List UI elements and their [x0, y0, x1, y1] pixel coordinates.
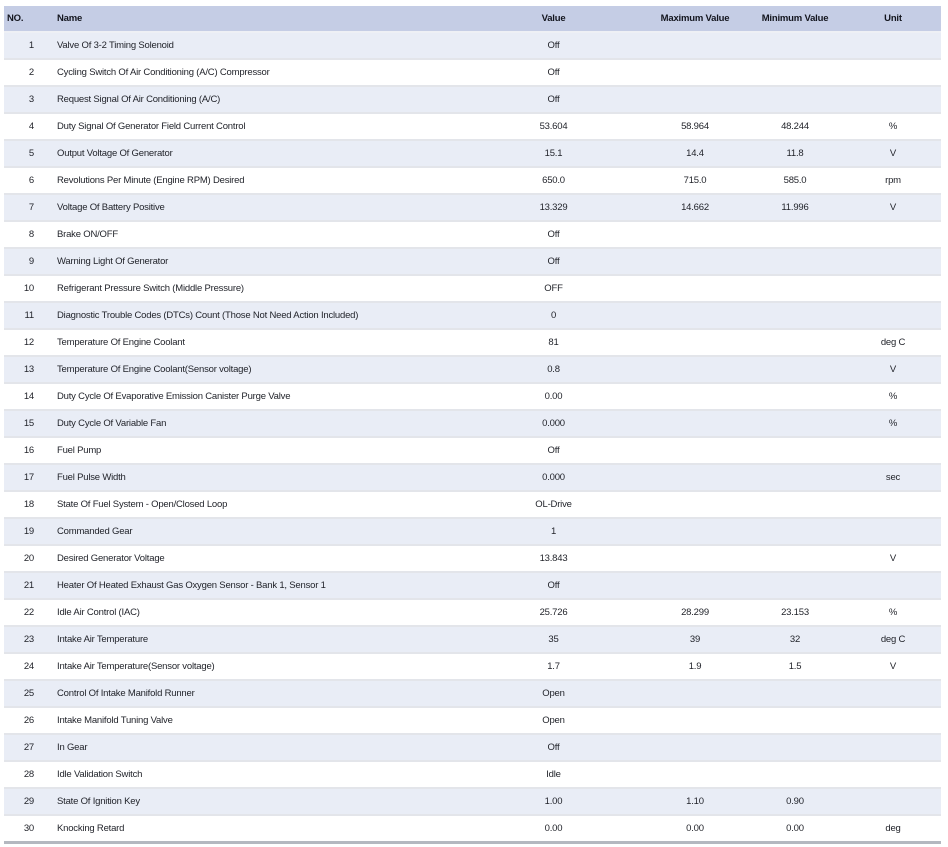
cell-name: Duty Cycle Of Variable Fan [57, 418, 167, 429]
cell-name: Idle Air Control (IAC) [57, 607, 140, 618]
table-row[interactable] [4, 276, 941, 303]
cell-value: Off [547, 40, 560, 51]
cell-name: Output Voltage Of Generator [57, 148, 173, 159]
cell-min: 0.90 [786, 796, 804, 807]
table-row[interactable] [4, 357, 941, 384]
cell-max: 715.0 [683, 175, 707, 186]
cell-max: 58.964 [681, 121, 709, 132]
cell-name: Temperature Of Engine Coolant [57, 337, 185, 348]
table-row[interactable] [4, 708, 941, 735]
cell-name: Cycling Switch Of Air Conditioning (A/C) Compressor [57, 67, 270, 78]
cell-value: 1 [550, 526, 557, 537]
cell-value: 0.8 [547, 364, 560, 375]
cell-value: Idle [546, 769, 561, 780]
cell-name: Fuel Pulse Width [57, 472, 126, 483]
cell-value: Open [542, 688, 565, 699]
cell-value: 1.7 [547, 661, 560, 672]
cell-name: State Of Ignition Key [57, 796, 140, 807]
cell-name: Control Of Intake Manifold Runner [57, 688, 195, 699]
cell-name: Diagnostic Trouble Codes (DTCs) Count (Those Not Need Action Included) [57, 310, 359, 321]
cell-unit: % [888, 121, 898, 132]
cell-no: 29 [23, 796, 34, 807]
cell-name: Valve Of 3-2 Timing Solenoid [57, 40, 174, 51]
table-row[interactable] [4, 384, 941, 411]
table-row[interactable] [4, 681, 941, 708]
cell-name: Warning Light Of Generator [57, 256, 169, 267]
cell-name: Brake ON/OFF [57, 229, 118, 240]
cell-value: 0.00 [544, 391, 563, 402]
cell-unit: rpm [885, 175, 901, 186]
table-row[interactable] [4, 141, 941, 168]
cell-max: 1.9 [688, 661, 702, 672]
cell-name: Voltage Of Battery Positive [57, 202, 165, 213]
cell-no: 4 [28, 121, 34, 132]
cell-value: 35 [548, 634, 559, 645]
cell-unit: % [888, 391, 898, 402]
table-row[interactable] [4, 519, 941, 546]
cell-unit: % [888, 607, 898, 618]
cell-no: 6 [28, 175, 34, 186]
cell-no: 8 [28, 229, 34, 240]
table-row[interactable] [4, 303, 941, 330]
cell-min: 11.996 [781, 202, 809, 213]
cell-unit: deg C [880, 337, 906, 348]
table-row[interactable] [4, 330, 941, 357]
table-row[interactable] [4, 573, 941, 600]
column-header-minimum-value: Minimum Value [761, 13, 829, 24]
live-data-table [4, 6, 941, 844]
cell-max: 39 [689, 634, 701, 645]
cell-value: 25.726 [539, 607, 568, 618]
table-row[interactable] [4, 465, 941, 492]
cell-no: 14 [23, 391, 34, 402]
cell-name: Duty Signal Of Generator Field Current Control [57, 121, 246, 132]
table-row[interactable] [4, 816, 941, 841]
cell-value: OL-Drive [535, 499, 572, 510]
column-header-value: Value [541, 13, 566, 24]
table-row[interactable] [4, 789, 941, 816]
cell-unit: deg C [880, 634, 906, 645]
cell-value: 15.1 [544, 148, 563, 159]
cell-min: 32 [789, 634, 801, 645]
cell-name: Duty Cycle Of Evaporative Emission Canister Purge Valve [57, 391, 291, 402]
cell-max: 14.662 [681, 202, 709, 213]
table-row[interactable] [4, 87, 941, 114]
cell-unit: V [889, 148, 897, 159]
table-row[interactable] [4, 60, 941, 87]
cell-no: 12 [23, 337, 34, 348]
cell-name: Intake Air Temperature(Sensor voltage) [57, 661, 215, 672]
cell-value: 1.00 [544, 796, 563, 807]
cell-value: Off [547, 256, 560, 267]
cell-no: 26 [23, 715, 34, 726]
cell-no: 5 [28, 148, 34, 159]
cell-no: 18 [23, 499, 34, 510]
cell-value: 0 [550, 310, 557, 321]
cell-no: 16 [23, 445, 34, 456]
table-row[interactable] [4, 114, 941, 141]
cell-value: 13.843 [539, 553, 568, 564]
cell-no: 27 [23, 742, 34, 753]
cell-unit: sec [885, 472, 901, 483]
column-header-unit: Unit [884, 13, 902, 24]
cell-no: 1 [28, 40, 34, 51]
cell-no: 9 [28, 256, 34, 267]
cell-min: 11.8 [786, 148, 804, 159]
cell-value: 13.329 [539, 202, 568, 213]
cell-no: 10 [23, 283, 34, 294]
cell-value: Off [547, 742, 560, 753]
cell-unit: V [889, 661, 897, 672]
cell-no: 20 [23, 553, 34, 564]
cell-min: 585.0 [783, 175, 807, 186]
cell-no: 7 [28, 202, 34, 213]
table-row[interactable] [4, 735, 941, 762]
table-row[interactable] [4, 222, 941, 249]
cell-value: OFF [544, 283, 563, 294]
cell-min: 23.153 [781, 607, 809, 618]
table-header-row [4, 6, 941, 33]
cell-max: 28.299 [681, 607, 709, 618]
cell-max: 1.10 [686, 796, 704, 807]
cell-unit: V [889, 553, 897, 564]
cell-name: Idle Validation Switch [57, 769, 143, 780]
cell-value: Off [547, 94, 560, 105]
table-row[interactable] [4, 654, 941, 681]
cell-value: Open [542, 715, 565, 726]
cell-min: 48.244 [781, 121, 809, 132]
table-row[interactable] [4, 492, 941, 519]
cell-value: 0.000 [542, 418, 565, 429]
cell-no: 22 [23, 607, 34, 618]
cell-unit: deg [885, 823, 901, 834]
column-header-maximum-value: Maximum Value [660, 13, 730, 24]
cell-name: Knocking Retard [57, 823, 125, 834]
cell-no: 3 [28, 94, 34, 105]
cell-value: Off [547, 445, 560, 456]
cell-max: 0.00 [686, 823, 704, 834]
cell-name: Commanded Gear [57, 526, 133, 537]
cell-no: 23 [23, 634, 34, 645]
cell-value: Off [547, 67, 560, 78]
cell-value: Off [547, 580, 560, 591]
cell-value: 53.604 [539, 121, 568, 132]
cell-no: 28 [23, 769, 34, 780]
table-row[interactable] [4, 762, 941, 789]
cell-name: Heater Of Heated Exhaust Gas Oxygen Sensor - Bank 1, Sensor 1 [57, 580, 326, 591]
cell-no: 19 [23, 526, 34, 537]
table-row[interactable] [4, 33, 941, 60]
cell-no: 17 [23, 472, 34, 483]
cell-no: 25 [23, 688, 34, 699]
table-row[interactable] [4, 600, 941, 627]
cell-unit: V [889, 202, 897, 213]
column-header-no: NO. [7, 13, 24, 24]
table-row[interactable] [4, 249, 941, 276]
cell-min: 1.5 [788, 661, 802, 672]
cell-no: 30 [23, 823, 34, 834]
cell-name: State Of Fuel System - Open/Closed Loop [57, 499, 228, 510]
cell-value: Off [547, 229, 560, 240]
cell-no: 11 [24, 310, 34, 321]
table-row[interactable] [4, 627, 941, 654]
cell-name: Temperature Of Engine Coolant(Sensor voltage) [57, 364, 252, 375]
cell-unit: V [889, 364, 897, 375]
cell-name: Intake Air Temperature [57, 634, 149, 645]
table-row[interactable] [4, 195, 941, 222]
cell-name: Request Signal Of Air Conditioning (A/C) [57, 94, 221, 105]
cell-value: 0.000 [542, 472, 565, 483]
cell-value: 650.0 [542, 175, 565, 186]
cell-name: Refrigerant Pressure Switch (Middle Pressure) [57, 283, 244, 294]
cell-name: Revolutions Per Minute (Engine RPM) Desired [57, 175, 245, 186]
cell-name: Intake Manifold Tuning Valve [57, 715, 173, 726]
cell-unit: % [888, 418, 898, 429]
cell-no: 2 [28, 67, 34, 78]
column-header-name: Name [57, 13, 83, 24]
cell-no: 15 [23, 418, 34, 429]
cell-no: 13 [23, 364, 34, 375]
table-row[interactable] [4, 168, 941, 195]
cell-value: 81 [548, 337, 559, 348]
cell-name: Fuel Pump [57, 445, 102, 456]
cell-name: Desired Generator Voltage [57, 553, 165, 564]
cell-name: In Gear [57, 742, 88, 753]
cell-max: 14.4 [686, 148, 704, 159]
cell-min: 0.00 [786, 823, 804, 834]
cell-value: 0.00 [544, 823, 563, 834]
table-row[interactable] [4, 546, 941, 573]
cell-no: 21 [23, 580, 34, 591]
cell-no: 24 [23, 661, 34, 672]
table-body [4, 33, 941, 841]
table-row[interactable] [4, 438, 941, 465]
table-row[interactable] [4, 411, 941, 438]
